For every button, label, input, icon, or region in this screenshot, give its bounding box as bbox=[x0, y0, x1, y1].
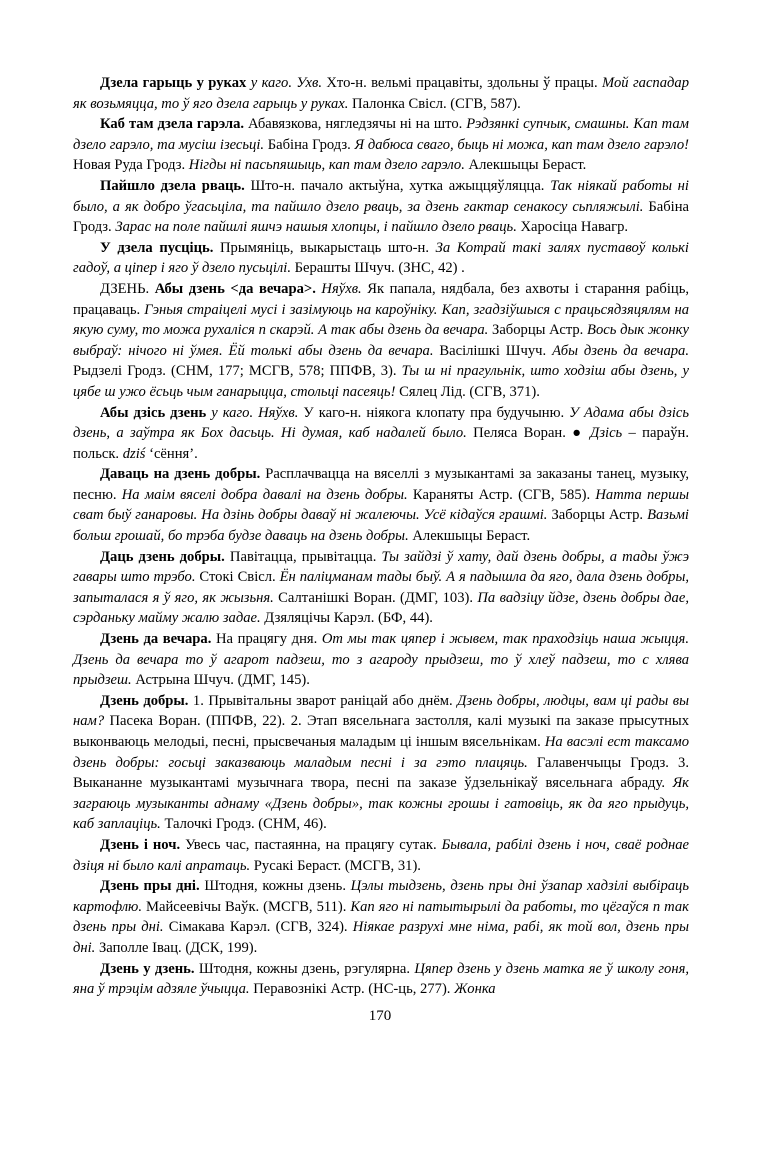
dictionary-entry bbox=[73, 691, 689, 835]
entry-text: Павітацца, прывітацца. bbox=[224, 548, 382, 565]
entry-example: От мы так цяпер і жывем, так праходзіць наша жыцця. Дзень да вечара то ў агарот падзеш, то з агароду прыдзеш, то ў хлеў падзеш, то с хлява прыдзеш. bbox=[73, 631, 689, 689]
entry-headword: Дзела гарыць у руках bbox=[100, 75, 247, 91]
dictionary-entry bbox=[73, 73, 689, 114]
entry-text: Галавенчыцы Гродз. 3. Выкананне музыкантамі музычнага твора, песні па заказе ўдзельнікаў вясельнага абраду. bbox=[73, 754, 689, 792]
entry-text: Талочкі Гродз. (СНМ, 46). bbox=[160, 816, 327, 833]
entry-text: 1. Прывітальны зварот раніцай або днём. bbox=[188, 692, 458, 709]
entry-headword: Дзень добры. bbox=[100, 692, 189, 709]
entry-text: Дзяляцічы Карэл. (БФ, 44). bbox=[260, 610, 433, 627]
entry-text: Палонка Свісл. (СГВ, 587). bbox=[348, 95, 521, 112]
entry-example: Ты зайдзі ў хату, дай дзень добры, а тады ўжэ гавары што трэбо. bbox=[73, 548, 689, 586]
dictionary-entry bbox=[73, 876, 689, 958]
entry-text: Заполле Івац. (ДСК, 199). bbox=[95, 939, 258, 956]
entry-text: Салтанішкі Воран. (ДМГ, 103). bbox=[273, 589, 478, 606]
entry-text: Харосіца Навагр. bbox=[516, 219, 629, 236]
entry-example: Рэдзянкі супчык, смашны. Кап там дзело гарэло, та мусіш ізесьці. bbox=[73, 116, 689, 153]
entry-headword: Дзень да вечара. bbox=[100, 631, 212, 648]
entry-text: Берашты Шчуч. (ЗНС, 42) . bbox=[290, 260, 465, 277]
entry-text: Перавознікі Астр. (НС-ць, 277). bbox=[249, 981, 455, 998]
entry-text: Бабіна Гродз. bbox=[264, 136, 355, 153]
entry-text: Сялец Лід. (СГВ, 371). bbox=[395, 383, 540, 400]
page-number: 170 bbox=[368, 1008, 392, 1024]
dictionary-entry bbox=[73, 835, 689, 876]
entry-text: Васілішкі Шчуч. bbox=[433, 342, 553, 359]
entry-headword: Даваць на дзень добры. bbox=[100, 466, 261, 483]
entry-example: Абы дзень да вечара. bbox=[552, 342, 689, 359]
entry-example: Дзісь bbox=[590, 425, 623, 442]
entry-text: – параўн. польск. bbox=[73, 425, 689, 462]
entry-headword: Каб там дзела гарэла. bbox=[100, 116, 245, 133]
entry-text: Увесь час, пастаянна, на працягу сутак. bbox=[180, 836, 442, 853]
dictionary-entry bbox=[73, 114, 689, 176]
entry-text: Прымяніць, выкарыстаць што-н. bbox=[213, 239, 436, 256]
entry-text: Пасека Воран. (ППФВ, 22). 2. Этап вясельнага застолля, калі музыкі па заказе прысутных выконваюць мелодыі, песні, прысвечаныя маладым ці іншым вясельнікам. bbox=[73, 713, 689, 750]
dictionary-entry bbox=[73, 629, 689, 691]
entry-example: Бывала, рабілі дзень і ноч, сваё роднае дзіця ні было калі апратаць. bbox=[73, 836, 689, 874]
entry-text: Майсеевічы Ваўк. (МСГВ, 511). bbox=[142, 898, 351, 915]
entry-example: Так ніякай работы ні было, а як добро ўгасьціла, та пайшло дзело рваць, за дзень гактар сенакосу сьпляжылі. bbox=[73, 177, 689, 215]
entry-headword: Пайшло дзела рваць. bbox=[100, 177, 245, 194]
entry-example: Як заграюць музыканты аднаму «Дзень добры», так кожны грошы і гатовіць, як да яго прыдуць, каб заплаціць. bbox=[73, 775, 689, 833]
entry-headword: Даць дзень добры. bbox=[100, 548, 225, 565]
entry-example: Я дабюса сваго, быць ні можа, кап там дзело гарэло! bbox=[354, 136, 690, 153]
entry-example: Жонка bbox=[454, 981, 496, 998]
entry-text: Рыдзелі Гродз. (СНМ, 177; МСГВ, 578; ППФВ, 3). bbox=[73, 363, 402, 380]
entry-example: За Котрай такі залях пуставоў колькі гадоў, а ціпер і яго ў дзело пусьцілі. bbox=[73, 239, 689, 277]
entry-headword: Абы дзень <да вечара>. bbox=[154, 280, 316, 297]
entry-example: dziś bbox=[122, 445, 146, 462]
entry-example: Вось дык жонку выбраў: нічого ні ўмея. Ёй толькі абы дзень да вечара. bbox=[73, 322, 689, 359]
entry-example: у каго. Ухв. bbox=[246, 75, 322, 91]
dictionary-entry bbox=[73, 176, 689, 238]
entry-headword: Дзень і ноч. bbox=[100, 836, 181, 853]
entry-example: Нігды ні пасьпяшыць, кап там дзело гарэло. bbox=[188, 157, 465, 174]
entry-example: Ты ш ні прагульнік, што ходзіш абы дзень, у цябе ш ужо ёсьць чым ганарыцца, стольці пасеяць! bbox=[73, 363, 689, 400]
entry-text: Бабіна Гродз. bbox=[73, 198, 689, 236]
entry-headword: Абы дзісь дзень bbox=[100, 404, 207, 421]
entry-text: Штодня, кожны дзень. bbox=[199, 878, 351, 895]
entry-example: Няўхв. bbox=[315, 280, 362, 297]
entry-example: Гэныя страіцелі мусі і зазімуюць на кароўніку. Кап, згадзіўшыся с працьсядзяцялям на якую суму, то можа рухаліся п скарэй. А так абы дзень да вечара. bbox=[73, 301, 689, 339]
entry-text: У каго-н. ніякога клопату пра будучыню. bbox=[298, 404, 570, 421]
dictionary-entry bbox=[73, 547, 689, 629]
entry-text: Астрына Шчуч. (ДМГ, 145). bbox=[131, 672, 310, 689]
entry-text: Алекшыцы Бераст. bbox=[464, 157, 587, 174]
entry-text: Як папала, нядбала, без ахвоты і старання рабіць, працаваць. bbox=[73, 280, 689, 318]
entry-example: у каго. Няўхв. bbox=[206, 404, 299, 421]
entry-text: Пеляса Воран. ● bbox=[466, 425, 591, 442]
entry-example: Ён паліцманам тады быў. А я падышла да яго, дала дзень добры, запыталася я ў яго, як жызьня. bbox=[73, 569, 689, 606]
entry-text: Заборцы Астр. bbox=[488, 322, 588, 339]
entry-text: Караняты Астр. (СГВ, 585). bbox=[407, 486, 596, 503]
entry-text: Што-н. пачало актыўна, хутка ажыццяўляцца. bbox=[244, 177, 551, 194]
entry-example: Зарас на поле пайшлі яшчэ нашыя хлопцы, і пайшло дзело рваць. bbox=[115, 219, 517, 236]
entry-example: Натта першы сват быў ганаровы. На дзінь добры даваў ні жалеючы. Усё кідаўся грашмі. bbox=[73, 486, 689, 524]
entry-text: ‘сёння’. bbox=[145, 445, 198, 462]
entry-text: Новая Руда Гродз. bbox=[73, 157, 189, 174]
dictionary-entry bbox=[73, 279, 689, 403]
entry-example: Ніякае разрухі мне німа, рабі, як той вол, дзень пры дні. bbox=[73, 919, 690, 956]
entry-headword: Дзень у дзень. bbox=[100, 960, 195, 977]
entry-example: Цяпер дзень у дзень матка яе ў школу гоня, яна ў трэцім адзяле ўчыцца. bbox=[73, 960, 689, 998]
entry-example: Па вадзіцу йдзе, дзень добры дае, сэрданьку майму жалю задае. bbox=[73, 589, 689, 627]
entry-text: Алекшыцы Бераст. bbox=[408, 528, 531, 545]
entry-headword: У дзела пусціць. bbox=[100, 239, 214, 256]
entry-text: Штодня, кожны дзень, рэгулярна. bbox=[194, 960, 415, 977]
entry-text: Расплачвацца на вяселлі з музыкантамі за заказаны танец, музыку, песню. bbox=[73, 466, 689, 503]
entry-text: Стокі Свісл. bbox=[195, 569, 280, 586]
entry-text: Заборцы Астр. bbox=[547, 507, 648, 524]
entry-text: ДЗЕНЬ. bbox=[100, 280, 155, 297]
dictionary-entry bbox=[73, 464, 689, 546]
entry-example: Кап яго ні патытырылі да работы, то цёгаўся п так дзень пры дні. bbox=[73, 898, 689, 936]
entry-text: Абавязкова, нягледзячы ні на што. bbox=[244, 116, 467, 133]
entry-text: Русакі Бераст. (МСГВ, 31). bbox=[250, 857, 421, 874]
entry-example: На маім вяселі добра давалі на дзень добры. bbox=[121, 486, 408, 503]
entry-text: Сімакава Карэл. (СГВ, 324). bbox=[163, 919, 353, 936]
entry-example: Вазьмі больш грошай, бо трэба будзе даваць на дзень добры. bbox=[73, 507, 689, 545]
dictionary-page-text bbox=[73, 73, 689, 1000]
dictionary-entry bbox=[73, 403, 689, 465]
entry-headword: Дзень пры дні. bbox=[100, 878, 200, 895]
entry-example: Мой гаспадар як возьмяцца, то ў яго дзела гарыць у руках. bbox=[73, 75, 689, 112]
entry-text: На працягу дня. bbox=[211, 631, 322, 648]
entry-example: У Адама абы дзісь дзень, а заўтра як Бох дасьць. Ні думая, каб надалей было. bbox=[73, 404, 689, 442]
entry-example: Цэлы тыдзень, дзень пры дні ўзапар хадзілі выбіраць картофлю. bbox=[73, 878, 689, 915]
entry-text: Хто-н. вельмі працавіты, здольны ў працы. bbox=[321, 75, 603, 91]
dictionary-entry bbox=[73, 959, 689, 1000]
entry-example: Дзень добры, людцы, вам ці рады вы нам? bbox=[73, 692, 689, 730]
entry-example: На васэлі ест таксамо дзень добры: госьці заказваюць маладым песні і за гэто плацяць. bbox=[73, 734, 689, 771]
dictionary-entry bbox=[73, 238, 689, 279]
